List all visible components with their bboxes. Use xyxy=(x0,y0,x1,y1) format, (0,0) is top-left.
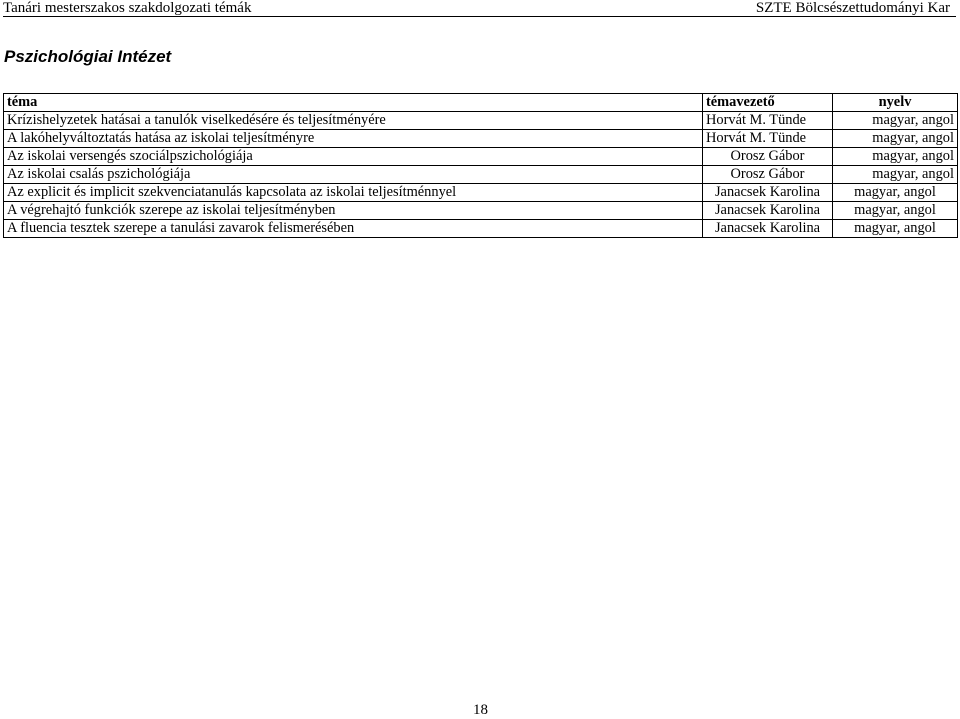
cell-topic: Az iskolai versengés szociálpszichológiája xyxy=(4,148,703,166)
cell-supervisor: Orosz Gábor xyxy=(703,166,833,184)
cell-language: magyar, angol xyxy=(833,130,958,148)
cell-language: magyar, angol xyxy=(833,166,958,184)
cell-supervisor: Janacsek Karolina xyxy=(703,220,833,238)
table-row xyxy=(4,166,958,184)
table-row xyxy=(4,148,958,166)
header-faculty-name: SZTE Bölcsészettudományi Kar xyxy=(755,0,950,16)
table-row xyxy=(4,184,958,202)
thesis-topics-table xyxy=(3,93,958,238)
cell-supervisor: Orosz Gábor xyxy=(703,148,833,166)
cell-language: magyar, angol xyxy=(833,112,958,130)
cell-supervisor: Horvát M. Tünde xyxy=(703,112,833,130)
cell-language: magyar, angol xyxy=(833,202,958,220)
table-row xyxy=(4,220,958,238)
cell-topic: Krízishelyzetek hatásai a tanulók viselkedésére és teljesítményére xyxy=(4,112,703,130)
cell-language: magyar, angol xyxy=(833,184,958,202)
cell-topic: Az explicit és implicit szekvenciatanulás kapcsolata az iskolai teljesítménnyel xyxy=(4,184,703,202)
cell-language: magyar, angol xyxy=(833,148,958,166)
cell-topic: A végrehajtó funkciók szerepe az iskolai teljesítményben xyxy=(4,202,703,220)
cell-topic: Az iskolai csalás pszichológiája xyxy=(4,166,703,184)
cell-topic: A lakóhelyváltoztatás hatása az iskolai teljesítményre xyxy=(4,130,703,148)
table-header-row xyxy=(4,94,958,112)
table-row xyxy=(4,112,958,130)
section-title: Pszichológiai Intézet xyxy=(4,47,172,66)
page-header xyxy=(3,0,956,17)
table-row xyxy=(4,202,958,220)
cell-supervisor: Horvát M. Tünde xyxy=(703,130,833,148)
cell-supervisor: Janacsek Karolina xyxy=(703,202,833,220)
column-header-language: nyelv xyxy=(833,94,958,112)
column-header-supervisor: témavezető xyxy=(703,94,833,112)
cell-supervisor: Janacsek Karolina xyxy=(703,184,833,202)
page-number: 18 xyxy=(473,702,488,718)
cell-topic: A fluencia tesztek szerepe a tanulási zavarok felismerésében xyxy=(4,220,703,238)
header-document-title: Tanári mesterszakos szakdolgozati témák xyxy=(3,0,252,16)
column-header-topic: téma xyxy=(4,94,703,112)
table-row xyxy=(4,130,958,148)
cell-language: magyar, angol xyxy=(833,220,958,238)
